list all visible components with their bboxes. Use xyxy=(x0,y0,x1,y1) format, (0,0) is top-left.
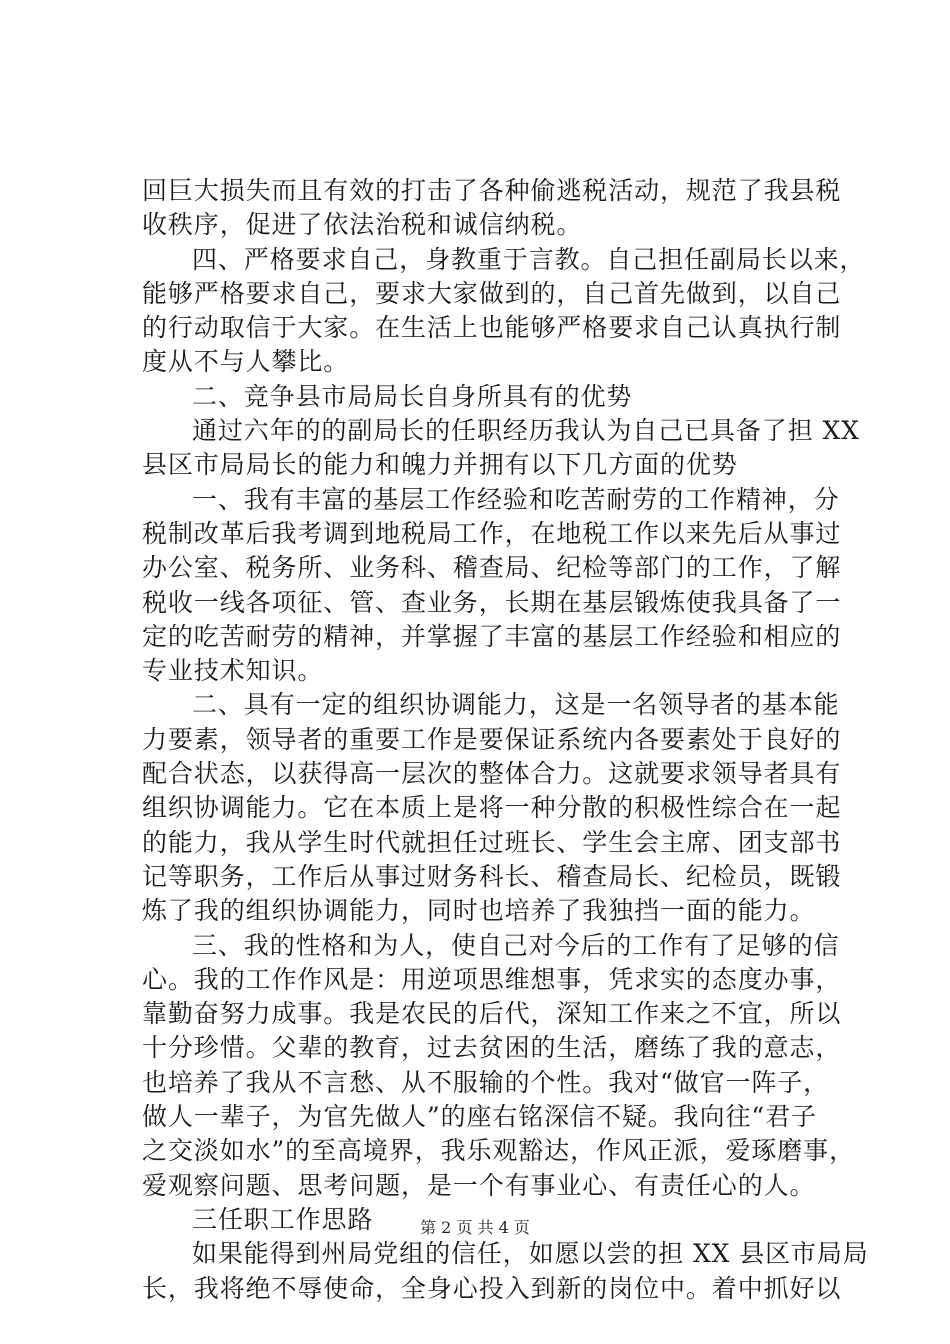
text-line: 能够严格要求自己，要求大家做到的，自己首先做到，以自己 xyxy=(142,278,842,308)
text-line: 如果能得到州局党组的信任，如愿以尝的担 XX 县区市局局 xyxy=(192,1239,869,1269)
text-line: 税制改革后我考调到地税局工作，在地税工作以来先后从事过 xyxy=(142,518,842,548)
text-line: 办公室、税务所、业务科、稽查局、纪检等部门的工作，了解 xyxy=(142,553,842,583)
page-footer: 第 2 页 共 4 页 xyxy=(420,1218,530,1237)
text-line: 税收一线各项征、管、查业务，长期在基层锻炼使我具备了一 xyxy=(142,587,842,617)
text-line: 长，我将绝不辱使命，全身心投入到新的岗位中。着中抓好以 xyxy=(142,1273,842,1303)
text-line: 专业技术知识。 xyxy=(142,656,324,686)
text-line: 之交淡如水”的至高境界，我乐观豁达，作风正派，爱琢磨事， xyxy=(142,1136,855,1166)
text-line: 爱观察问题、思考问题，是一个有事业心、有责任心的人。 xyxy=(142,1170,816,1200)
text-line: 收秩序，促进了依法治税和诚信纳税。 xyxy=(142,210,583,240)
text-line: 的能力，我从学生时代就担任过班长、学生会主席、团支部书 xyxy=(142,827,842,857)
text-line: 记等职务，工作后从事过财务科长、稽查局长、纪检员，既锻 xyxy=(142,861,842,891)
text-line: 度从不与人攀比。 xyxy=(142,347,350,377)
document-body xyxy=(142,174,869,1306)
text-line: 组织协调能力。它在本质上是将一种分散的积极性综合在一起 xyxy=(142,793,842,823)
text-line: 三任职工作思路 xyxy=(192,1204,374,1234)
text-line: 二、竞争县市局局长自身所具有的优势 xyxy=(192,381,633,411)
text-line: 回巨大损失而且有效的打击了各种偷逃税活动，规范了我县税 xyxy=(142,176,842,205)
text-line: 心。我的工作作风是：用逆项思维想事，凭求实的态度办事， xyxy=(142,964,842,994)
text-line: 通过六年的的副局长的任职经历我认为自己已具备了担 XX xyxy=(192,416,860,446)
text-line: 的行动取信于大家。在生活上也能够严格要求自己认真执行制 xyxy=(142,313,842,343)
text-line: 也培养了我从不言愁、从不服输的个性。我对“做官一阵子， xyxy=(142,1067,830,1097)
text-line: 靠勤奋努力成事。我是农民的后代，深知工作来之不宜，所以 xyxy=(142,999,842,1029)
text-line: 定的吃苦耐劳的精神，并掌握了丰富的基层工作经验和相应的 xyxy=(142,621,842,651)
text-line: 四、严格要求自己，身教重于言教。自己担任副局长以来， xyxy=(192,244,866,274)
text-line: 做人一辈子，为官先做人”的座右铭深信不疑。我向往“君子 xyxy=(142,1102,817,1132)
text-line: 十分珍惜。父辈的教育，过去贫困的生活，磨练了我的意志， xyxy=(142,1033,842,1063)
text-line: 配合状态，以获得高一层次的整体合力。这就要求领导者具有 xyxy=(142,759,842,789)
text-line: 县区市局局长的能力和魄力并拥有以下几方面的优势 xyxy=(142,450,738,480)
text-line: 二、具有一定的组织协调能力，这是一名领导者的基本能 xyxy=(192,690,840,720)
text-line: 三、我的性格和为人，使自己对今后的工作有了足够的信 xyxy=(192,930,840,960)
text-line: 一、我有丰富的基层工作经验和吃苦耐劳的工作精神，分 xyxy=(192,484,840,514)
text-line: 力要素，领导者的重要工作是要保证系统内各要素处于良好的 xyxy=(142,724,842,754)
text-line: 炼了我的组织协调能力，同时也培养了我独挡一面的能力。 xyxy=(142,896,816,926)
